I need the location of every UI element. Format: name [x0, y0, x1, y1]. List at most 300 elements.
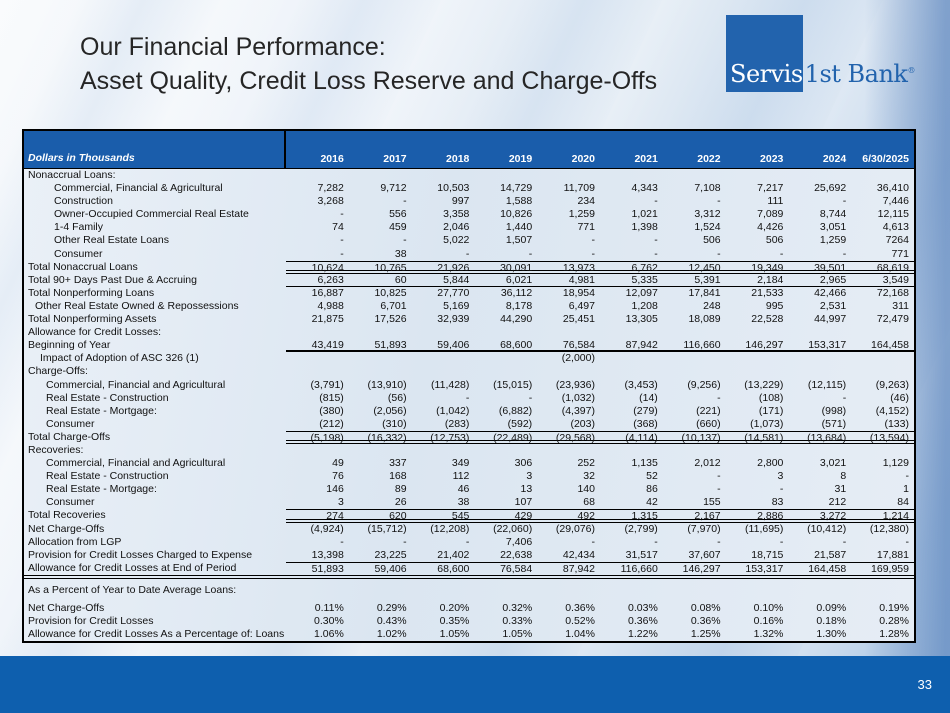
- value-cell: [851, 352, 914, 365]
- column-header: 2018: [446, 153, 470, 165]
- value-cell: (571): [821, 417, 847, 430]
- value-cell: [412, 584, 475, 597]
- value-cell: (1,042): [436, 404, 470, 417]
- value-cell: [349, 352, 412, 365]
- value-cell: -: [465, 391, 470, 404]
- column-header: 2023: [760, 153, 784, 165]
- value-cell: 7264: [885, 234, 909, 247]
- value-cell: 72,479: [876, 313, 909, 326]
- value-cell: [537, 169, 600, 182]
- value-cell: 42: [646, 496, 658, 509]
- value-cell: (3,791): [310, 378, 344, 391]
- value-cell: 46: [457, 483, 470, 496]
- value-cell: (212): [319, 417, 344, 430]
- value-cell: 39,501: [814, 261, 847, 274]
- table-row: [24, 483, 914, 496]
- value-cell: 83: [771, 496, 784, 509]
- value-cell: -: [842, 247, 847, 260]
- value-cell: 2,531: [819, 299, 847, 312]
- value-cell: (998): [821, 404, 847, 417]
- value-cell: -: [842, 391, 847, 404]
- table-row: [24, 195, 914, 208]
- value-cell: 10,503: [437, 182, 470, 195]
- value-cell: [286, 584, 349, 597]
- column-header: 2021: [634, 153, 658, 165]
- value-cell: 1.30%: [816, 628, 847, 641]
- row-label: Allowance for Credit Losses at End of Period: [28, 561, 237, 574]
- value-cell: 0.30%: [314, 615, 344, 628]
- value-cell: [788, 584, 851, 597]
- value-cell: 5,844: [443, 273, 470, 286]
- value-cell: [726, 444, 789, 457]
- value-cell: [349, 365, 412, 378]
- value-cell: 506: [703, 234, 721, 247]
- value-cell: [788, 365, 851, 378]
- value-cell: 0.20%: [439, 602, 470, 614]
- value-cell: (3,453): [624, 378, 658, 391]
- value-cell: 13,398: [311, 548, 344, 561]
- table-row: [24, 470, 914, 483]
- value-cell: 1,129: [882, 457, 909, 470]
- row-label: Commercial, Financial & Agricultural: [54, 182, 223, 195]
- value-cell: 168: [389, 470, 407, 483]
- value-cell: 42,434: [562, 548, 595, 561]
- value-cell: 12,115: [877, 208, 909, 221]
- value-cell: 506: [765, 234, 784, 247]
- value-cell: 87,942: [562, 562, 595, 575]
- value-cell: 68: [583, 496, 595, 509]
- table-row: [24, 615, 914, 628]
- column-header: 2022: [697, 153, 721, 165]
- row-values: [286, 195, 914, 208]
- value-cell: -: [654, 247, 658, 260]
- financial-table: [22, 129, 916, 643]
- value-cell: 3: [526, 470, 533, 483]
- value-cell: -: [842, 195, 847, 208]
- value-cell: -: [465, 535, 470, 548]
- row-values: [286, 496, 914, 509]
- value-cell: 8,744: [819, 208, 847, 221]
- value-cell: [851, 584, 914, 597]
- value-cell: 1.05%: [439, 628, 470, 641]
- value-cell: (14): [639, 391, 658, 404]
- value-cell: 0.19%: [879, 602, 909, 614]
- value-cell: 37,607: [688, 548, 721, 561]
- value-cell: 0.43%: [376, 615, 407, 628]
- table-row: [24, 549, 914, 562]
- table-row: [24, 221, 914, 234]
- value-cell: 3,021: [819, 457, 847, 470]
- value-cell: 1,398: [631, 221, 658, 234]
- value-cell: 2,800: [757, 457, 784, 470]
- value-cell: (12,380): [869, 522, 909, 535]
- table-row: [24, 208, 914, 221]
- value-cell: 1: [903, 483, 909, 496]
- row-values: [286, 339, 914, 352]
- value-cell: 21,402: [437, 548, 470, 561]
- value-cell: [663, 169, 726, 182]
- value-cell: [726, 352, 789, 365]
- value-cell: [726, 326, 789, 339]
- value-cell: (1,073): [750, 417, 784, 430]
- row-label: Owner-Occupied Commercial Real Estate: [54, 208, 249, 221]
- row-values: [286, 470, 914, 483]
- value-cell: (46): [890, 391, 909, 404]
- value-cell: 10,826: [500, 208, 533, 221]
- value-cell: (13,229): [744, 378, 784, 391]
- value-cell: [537, 584, 600, 597]
- value-cell: 0.18%: [816, 615, 847, 628]
- table-row: [24, 584, 914, 597]
- value-cell: 0.10%: [753, 602, 784, 614]
- value-cell: 25,451: [562, 313, 595, 326]
- value-cell: -: [779, 535, 784, 548]
- value-cell: -: [779, 483, 784, 496]
- value-cell: 31,517: [625, 548, 658, 561]
- footer-bar: [0, 656, 950, 713]
- row-values: [286, 313, 914, 326]
- row-values: [286, 431, 914, 444]
- row-values: [286, 182, 914, 195]
- value-cell: 2,046: [443, 221, 470, 234]
- value-cell: (22,489): [493, 431, 533, 444]
- value-cell: (283): [444, 417, 470, 430]
- value-cell: 44,997: [814, 313, 847, 326]
- row-label: Provision for Credit Losses: [28, 615, 154, 628]
- value-cell: [726, 169, 789, 182]
- value-cell: -: [403, 535, 407, 548]
- value-cell: [412, 444, 475, 457]
- value-cell: 4,426: [757, 221, 784, 234]
- value-cell: 18,089: [688, 313, 721, 326]
- value-cell: 52: [646, 470, 658, 483]
- value-cell: 1.05%: [502, 628, 533, 641]
- value-cell: (12,115): [807, 378, 847, 391]
- row-values: [286, 483, 914, 496]
- value-cell: 8,178: [505, 299, 533, 312]
- registered-trademark-icon: ®: [907, 66, 915, 75]
- value-cell: 140: [577, 483, 595, 496]
- value-cell: 1,588: [505, 195, 533, 208]
- row-values: [286, 274, 914, 287]
- row-label: Charge-Offs:: [28, 365, 88, 378]
- table-row: [24, 234, 914, 247]
- value-cell: [600, 326, 663, 339]
- value-cell: 87,942: [625, 339, 658, 352]
- table-row: [24, 248, 914, 261]
- value-cell: 76,584: [562, 339, 595, 352]
- column-header: 2019: [508, 153, 533, 165]
- value-cell: (2,000): [561, 352, 595, 365]
- value-cell: 1,440: [505, 221, 533, 234]
- value-cell: [600, 584, 663, 597]
- value-cell: [726, 365, 789, 378]
- value-cell: 2,184: [757, 273, 784, 286]
- value-cell: 32,939: [437, 313, 470, 326]
- value-cell: 1,208: [631, 299, 658, 312]
- value-cell: 1,259: [819, 234, 847, 247]
- value-cell: 68,600: [500, 339, 533, 352]
- value-cell: 337: [389, 457, 407, 470]
- value-cell: [474, 352, 537, 365]
- value-cell: 212: [828, 496, 847, 509]
- row-values: [286, 509, 914, 522]
- value-cell: 3,549: [882, 273, 909, 286]
- row-values: [286, 584, 914, 597]
- value-cell: 10,624: [311, 261, 344, 274]
- row-label: Real Estate - Construction: [46, 470, 169, 483]
- value-cell: (4,397): [561, 404, 595, 417]
- value-cell: (11,695): [745, 522, 784, 535]
- value-cell: 146: [326, 483, 344, 496]
- value-cell: (815): [319, 391, 344, 404]
- value-cell: 59,406: [437, 339, 470, 352]
- row-label: Consumer: [54, 247, 103, 260]
- value-cell: (2,799): [624, 522, 658, 535]
- page-number: 33: [917, 677, 932, 692]
- row-values: [286, 326, 914, 339]
- value-cell: -: [340, 208, 344, 221]
- row-label: Provision for Credit Losses Charged to Expense: [28, 548, 253, 561]
- value-cell: [600, 444, 663, 457]
- table-unit-label: Dollars in Thousands: [24, 131, 286, 168]
- value-cell: (1,032): [561, 391, 595, 404]
- value-cell: (4,152): [875, 404, 909, 417]
- value-cell: 18,715: [751, 548, 784, 561]
- value-cell: 1.25%: [690, 628, 721, 641]
- value-cell: 116,660: [683, 339, 721, 352]
- value-cell: 146,297: [682, 562, 721, 575]
- value-cell: 72,168: [876, 286, 909, 299]
- value-cell: 6,497: [568, 299, 595, 312]
- value-cell: [600, 169, 663, 182]
- value-cell: 7,446: [882, 195, 909, 208]
- value-cell: 3,051: [819, 221, 847, 234]
- value-cell: (14,581): [744, 431, 784, 444]
- row-values: [286, 208, 914, 221]
- value-cell: [663, 352, 726, 365]
- value-cell: [412, 326, 475, 339]
- value-cell: (4,924): [310, 522, 344, 535]
- value-cell: 12,450: [688, 261, 721, 274]
- value-cell: -: [591, 535, 595, 548]
- value-cell: 1,259: [568, 208, 595, 221]
- value-cell: 7,089: [757, 208, 784, 221]
- value-cell: (16,332): [367, 431, 407, 444]
- value-cell: [349, 444, 412, 457]
- value-cell: 0.36%: [690, 615, 721, 628]
- slide-title: [80, 30, 657, 98]
- value-cell: -: [654, 234, 658, 247]
- row-label: Commercial, Financial and Agricultural: [46, 378, 226, 391]
- table-row: [24, 339, 914, 352]
- value-cell: 1,021: [631, 208, 658, 221]
- table-row: [24, 496, 914, 509]
- value-cell: -: [779, 247, 784, 260]
- table-header: [24, 131, 914, 169]
- table-row: [24, 431, 914, 444]
- row-label: Total Nonperforming Assets: [28, 313, 157, 326]
- value-cell: 556: [389, 208, 407, 221]
- row-label: Construction: [54, 195, 113, 208]
- value-cell: -: [717, 535, 721, 548]
- value-cell: [412, 365, 475, 378]
- value-cell: 5,391: [694, 273, 721, 286]
- row-label: Allowance for Credit Losses As a Percentage of: Loans: [28, 628, 285, 641]
- row-label: Allocation from LGP: [28, 535, 122, 548]
- row-label: Other Real Estate Owned & Repossessions: [35, 299, 239, 312]
- value-cell: 620: [389, 510, 407, 523]
- row-label: Total Nonaccrual Loans: [28, 260, 138, 273]
- value-cell: -: [340, 247, 344, 260]
- value-cell: 51,893: [374, 339, 407, 352]
- row-label: Real Estate - Construction: [46, 391, 169, 404]
- value-cell: 146,297: [745, 339, 784, 352]
- value-cell: (22,060): [493, 522, 533, 535]
- value-cell: 1.28%: [879, 628, 909, 641]
- value-cell: 0.29%: [376, 602, 407, 614]
- value-cell: 155: [703, 496, 721, 509]
- row-label: Real Estate - Mortgage:: [46, 483, 157, 496]
- value-cell: -: [905, 470, 909, 483]
- value-cell: -: [717, 470, 721, 483]
- slide-title-line1: Our Financial Performance:: [80, 33, 386, 61]
- value-cell: [663, 444, 726, 457]
- value-cell: 25,692: [814, 182, 847, 195]
- value-cell: 5,169: [443, 299, 470, 312]
- value-cell: -: [654, 195, 658, 208]
- value-cell: (6,882): [498, 404, 533, 417]
- logo-text-1st-bank: 1st Bank: [804, 60, 908, 88]
- value-cell: 0.28%: [879, 615, 909, 628]
- value-cell: 997: [451, 195, 470, 208]
- value-cell: (221): [696, 404, 721, 417]
- row-values: [286, 261, 914, 274]
- value-cell: -: [905, 535, 909, 548]
- value-cell: 429: [514, 510, 533, 523]
- value-cell: 6,263: [317, 273, 344, 286]
- table-body: [24, 169, 914, 641]
- row-label: Impact of Adoption of ASC 326 (1): [40, 352, 199, 365]
- value-cell: 2,012: [694, 457, 721, 470]
- value-cell: 17,881: [876, 548, 909, 561]
- value-cell: 13,305: [625, 313, 658, 326]
- value-cell: -: [591, 247, 595, 260]
- row-values: [286, 248, 914, 261]
- row-values: [286, 444, 914, 457]
- value-cell: 1.22%: [628, 628, 658, 641]
- value-cell: [412, 352, 475, 365]
- value-cell: 0.35%: [439, 615, 470, 628]
- value-cell: [600, 365, 663, 378]
- value-cell: -: [654, 535, 658, 548]
- value-cell: (4,114): [625, 431, 658, 444]
- value-cell: (279): [633, 404, 658, 417]
- value-cell: 0.32%: [502, 602, 533, 614]
- row-values: [286, 287, 914, 300]
- value-cell: [474, 365, 537, 378]
- value-cell: (13,910): [367, 378, 407, 391]
- value-cell: 492: [577, 510, 595, 523]
- value-cell: 30,091: [500, 261, 533, 274]
- value-cell: (7,970): [687, 522, 721, 535]
- value-cell: 22,638: [500, 548, 533, 561]
- value-cell: 59,406: [374, 562, 407, 575]
- row-label: Allowance for Credit Losses:: [28, 326, 162, 339]
- value-cell: 545: [451, 510, 470, 523]
- value-cell: [286, 365, 349, 378]
- row-values: [286, 365, 914, 378]
- value-cell: 76: [332, 470, 344, 483]
- row-label: Total Nonperforming Loans: [28, 286, 155, 299]
- value-cell: 0.11%: [314, 602, 344, 614]
- table-row: [24, 287, 914, 300]
- row-values: [286, 221, 914, 234]
- value-cell: 49: [332, 457, 344, 470]
- value-cell: 36,112: [500, 286, 533, 299]
- value-cell: [851, 365, 914, 378]
- value-cell: 1,315: [631, 510, 658, 523]
- value-cell: 18,954: [562, 286, 595, 299]
- value-cell: [474, 326, 537, 339]
- value-cell: -: [465, 247, 470, 260]
- value-cell: 1.02%: [376, 628, 407, 641]
- table-header-columns: [286, 131, 914, 168]
- row-values: [286, 418, 914, 431]
- value-cell: [286, 326, 349, 339]
- value-cell: [537, 365, 600, 378]
- value-cell: 3: [777, 470, 784, 483]
- value-cell: 76,584: [500, 562, 533, 575]
- value-cell: 248: [703, 299, 721, 312]
- value-cell: 84: [897, 496, 909, 509]
- value-cell: [537, 326, 600, 339]
- value-cell: (592): [507, 417, 533, 430]
- value-cell: 22,528: [751, 313, 784, 326]
- value-cell: (13,684): [807, 431, 847, 444]
- table-row: [24, 536, 914, 549]
- value-cell: [474, 169, 537, 182]
- value-cell: 153,317: [745, 562, 784, 575]
- table-row: [24, 274, 914, 287]
- value-cell: 6,701: [380, 299, 407, 312]
- value-cell: 252: [577, 457, 595, 470]
- value-cell: 3,358: [443, 208, 470, 221]
- value-cell: 1,214: [882, 510, 909, 523]
- value-cell: (5,198): [310, 431, 344, 444]
- value-cell: 3: [337, 496, 344, 509]
- row-values: [286, 549, 914, 562]
- value-cell: 13: [520, 483, 533, 496]
- value-cell: [788, 444, 851, 457]
- value-cell: [349, 169, 412, 182]
- value-cell: (380): [319, 404, 344, 417]
- value-cell: 7,217: [757, 182, 784, 195]
- value-cell: 274: [326, 510, 344, 523]
- value-cell: (13,594): [869, 431, 909, 444]
- row-values: [286, 169, 914, 182]
- row-label: Net Charge-Offs: [28, 602, 105, 614]
- value-cell: 4,988: [317, 299, 344, 312]
- row-label: Real Estate - Mortgage:: [46, 404, 157, 417]
- value-cell: 1.06%: [314, 628, 344, 641]
- value-cell: (310): [382, 417, 407, 430]
- logo-text-servis: Servis: [730, 60, 803, 88]
- value-cell: (23,936): [555, 378, 595, 391]
- table-row: [24, 326, 914, 339]
- value-cell: -: [528, 391, 533, 404]
- value-cell: 16,887: [311, 286, 344, 299]
